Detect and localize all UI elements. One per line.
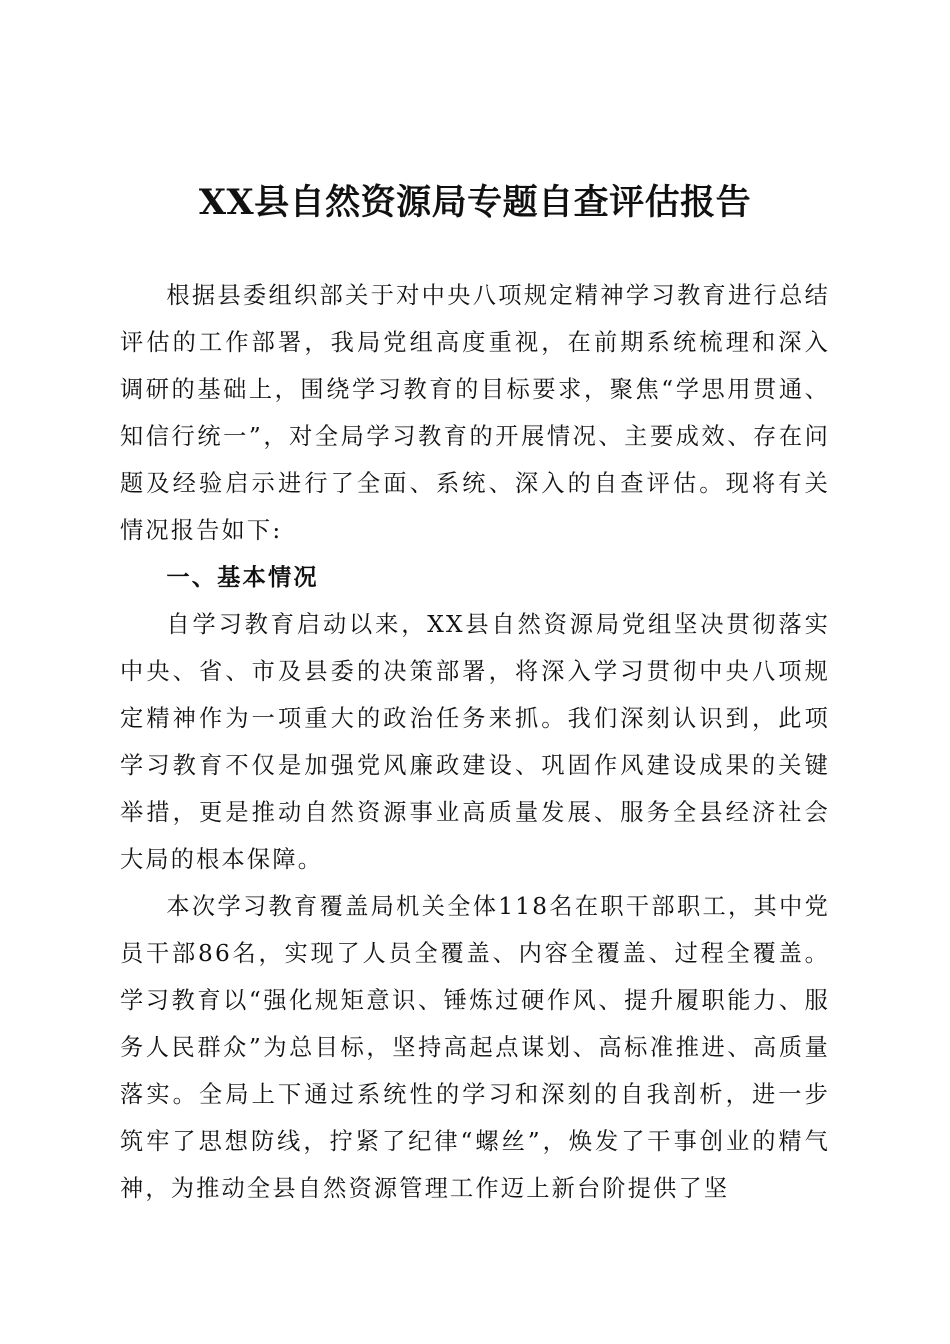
document-body — [120, 272, 830, 1212]
document-title: XX县自然资源局专题自查评估报告 — [198, 182, 752, 223]
body-paragraph-1: 自学习教育启动以来，XX县自然资源局党组坚决贯彻落实中央、省、市及县委的决策部署，将深入学习贯彻中央八项规定精神作为一项重大的政治任务来抓。我们深刻认识到，此项学习教育不仅是加强党风廉政建设、巩固作风建设成果的关键举措，更是推动自然资源事业高质量发展、服务全县经济社会大局的根本保障。 — [120, 611, 830, 873]
intro-paragraph: 根据县委组织部关于对中央八项规定精神学习教育进行总结评估的工作部署，我局党组高度重视，在前期系统梳理和深入调研的基础上，围绕学习教育的目标要求，聚焦“学思用贯通、知信行统一”，对全局学习教育的开展情况、主要成效、存在问题及经验启示进行了全面、系统、深入的自查评估。现将有关情况报告如下: — [120, 282, 830, 544]
body-paragraph-2: 本次学习教育覆盖局机关全体118名在职干部职工，其中党员干部86名，实现了人员全覆盖、内容全覆盖、过程全覆盖。学习教育以“强化规矩意识、锤炼过硬作风、提升履职能力、服务人民群众”为总目标，坚持高起点谋划、高标准推进、高质量落实。全局上下通过系统性的学习和深刻的自我剖析，进一步筑牢了思想防线，拧紧了纪律“螺丝”，焕发了干事创业的精气神，为推动全县自然资源管理工作迈上新台阶提供了坚 — [120, 893, 830, 1202]
section-heading-basic-situation: 一、基本情况 — [166, 564, 319, 591]
